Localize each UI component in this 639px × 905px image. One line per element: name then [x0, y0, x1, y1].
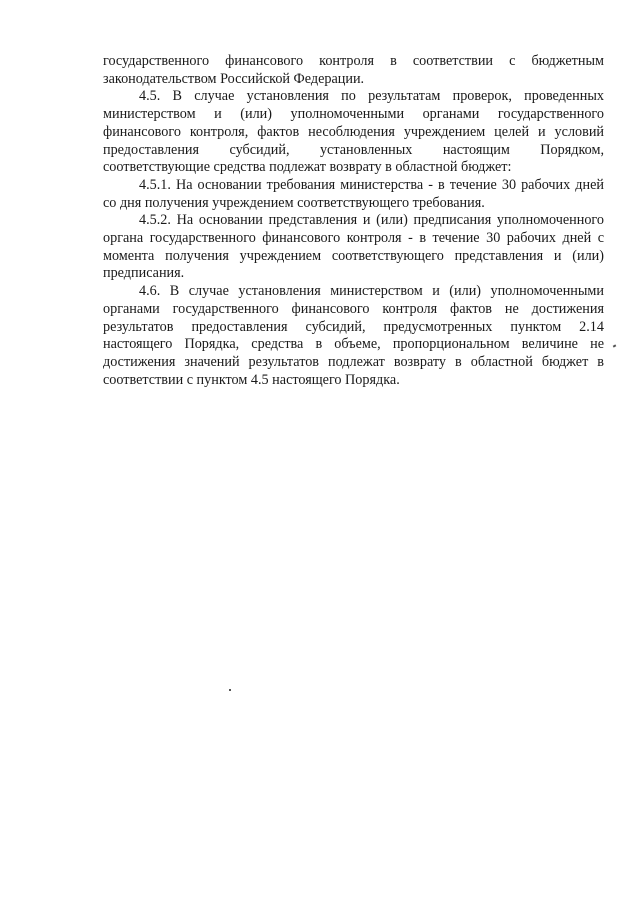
scan-speck	[229, 689, 231, 691]
paragraph-continuation: государственного финансового контроля в соответствии с бюджетным законодательством Российской Федерации.	[103, 53, 604, 87]
paragraph-4-5-2: 4.5.2. На основании представления и (или) предписания уполномоченного органа государственного финансового контроля - в течение 30 рабочих дней с момента получения учреждением соответствующего представления и (или) предписания.	[103, 212, 604, 282]
document-body	[103, 53, 604, 389]
paragraph-4-5-1: 4.5.1. На основании требования министерства - в течение 30 рабочих дней со дня получения учреждением соответствующего требования.	[103, 176, 604, 211]
paragraph-4-6: 4.6. В случае установления министерством и (или) уполномоченными органами государственного финансового контроля фактов не достижения результатов предоставления субсидий, предусмотренных пунктом 2.14 настоящего Порядка, средства в объеме, пропорциональном величине не достижения значений результатов подлежат возврату в областной бюджет в соответствии с пунктом 4.5 настоящего Порядка.	[103, 283, 604, 388]
scan-speck	[613, 344, 617, 347]
paragraph-4-5: 4.5. В случае установления по результатам проверок, проведенных министерством и (или) уполномоченными органами государственного финансового контроля, фактов несоблюдения учреждением целей и условий предоставления субсидий, установленных настоящим Порядком, соответствующие средства подлежат возврату в областной бюджет:	[103, 88, 604, 176]
